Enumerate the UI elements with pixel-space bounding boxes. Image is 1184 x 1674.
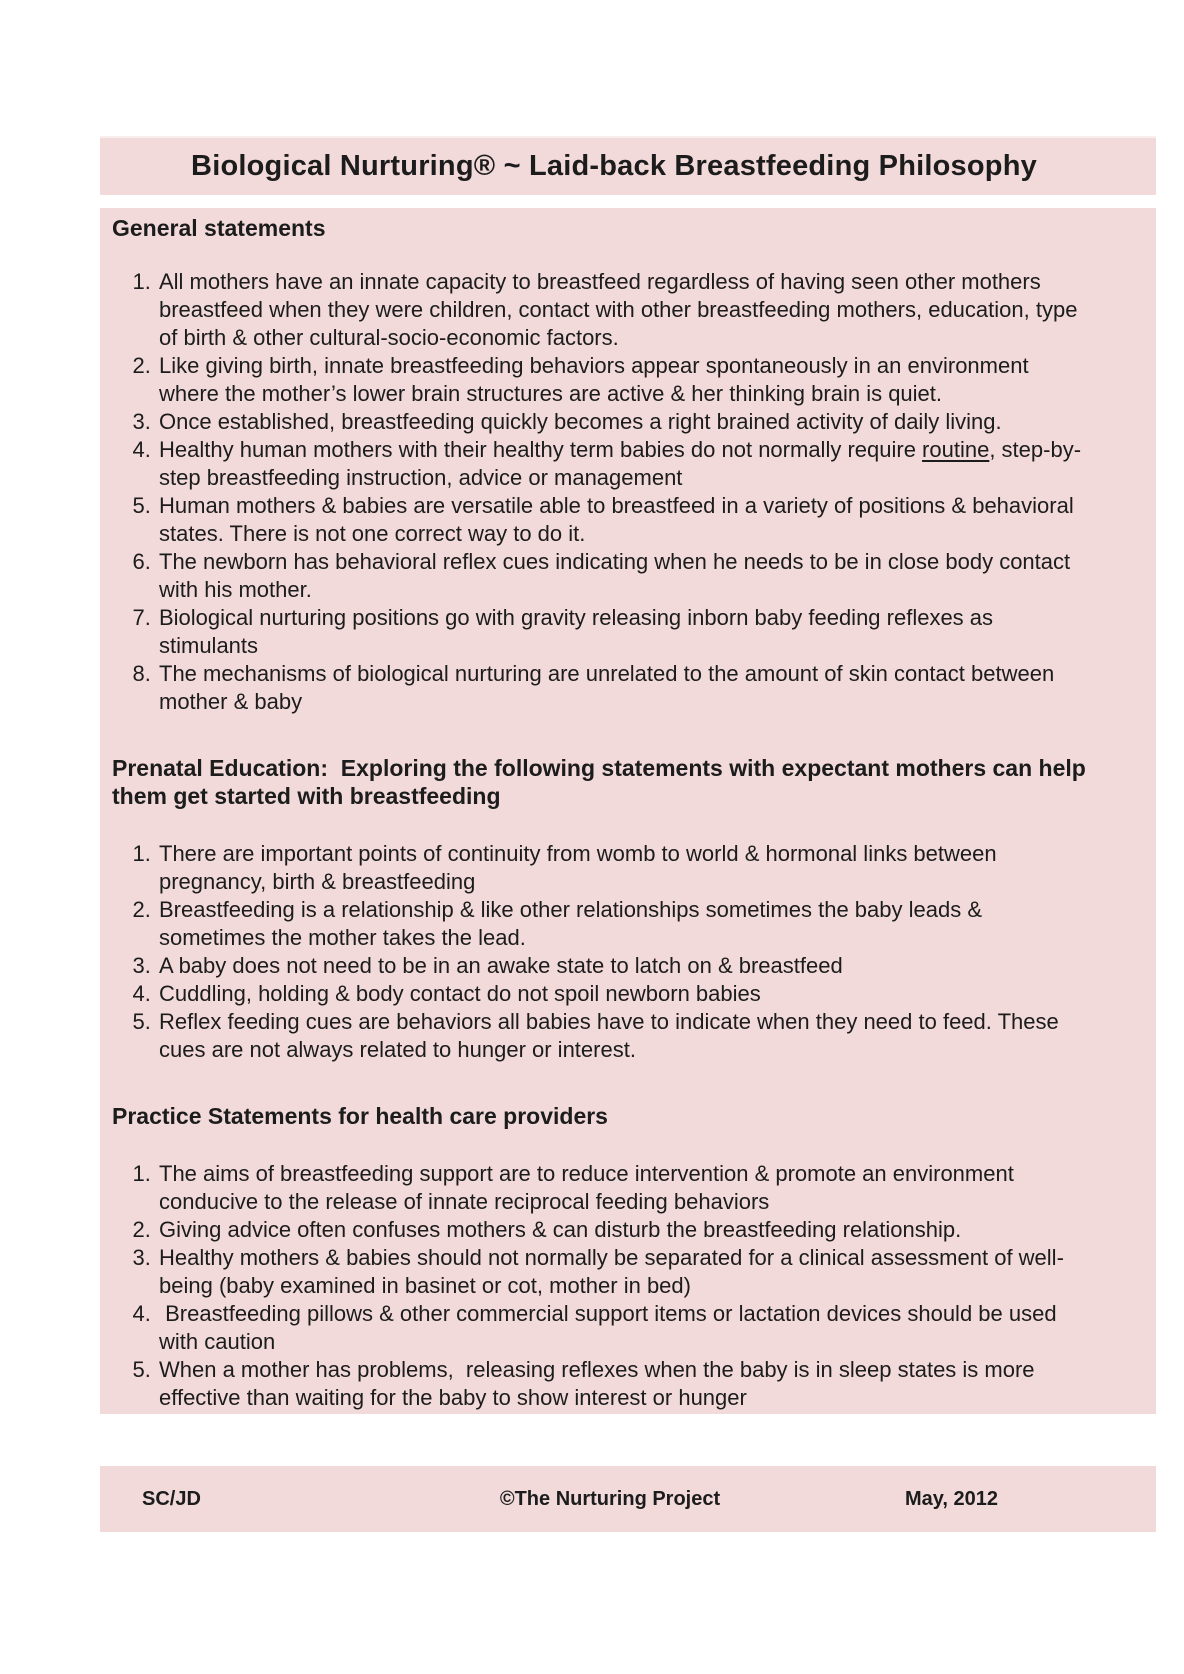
statement-item: 5. Human mothers & babies are versatile able to breastfeed in a variety of positions & behavioral states. There is not one correct way to do it. [157, 492, 1094, 548]
statement-list [112, 1160, 1094, 1412]
statement-item: 8. The mechanisms of biological nurturing are unrelated to the amount of skin contact between mother & baby [157, 660, 1094, 716]
statement-list [112, 840, 1094, 1064]
footer-band [100, 1466, 1156, 1532]
statement-item: 5. When a mother has problems, releasing reflexes when the baby is in sleep states is more effective than waiting for the baby to show interest or hunger [157, 1356, 1094, 1412]
statement-item: 4. Healthy human mothers with their healthy term babies do not normally require routine, step-by-step breastfeeding instruction, advice or management [157, 436, 1094, 492]
statement-item: 7. Biological nurturing positions go with gravity releasing inborn baby feeding reflexes as stimulants [157, 604, 1094, 660]
statement-item: 6. The newborn has behavioral reflex cues indicating when he needs to be in close body contact with his mother. [157, 548, 1094, 604]
statement-item: 3. Healthy mothers & babies should not normally be separated for a clinical assessment of well-being (baby examined in basinet or cot, mother in bed) [157, 1244, 1094, 1300]
statement-item: 4. Cuddling, holding & body contact do not spoil newborn babies [157, 980, 1094, 1008]
footer-copyright: ©The Nurturing Project [499, 1487, 721, 1510]
statement-item: 2. Breastfeeding is a relationship & like other relationships sometimes the baby leads & sometimes the mother takes the lead. [157, 896, 1094, 952]
statement-item: 3. Once established, breastfeeding quickly becomes a right brained activity of daily living. [157, 408, 1094, 436]
statement-item: 5. Reflex feeding cues are behaviors all babies have to indicate when they need to feed. These cues are not always related to hunger or interest. [157, 1008, 1094, 1064]
footer-date: May, 2012 [904, 1487, 998, 1510]
page-title: Biological Nurturing® ~ Laid-back Breastfeeding Philosophy [191, 150, 1037, 182]
statement-item: 1. The aims of breastfeeding support are to reduce intervention & promote an environment conducive to the release of innate reciprocal feeding behaviors [157, 1160, 1094, 1216]
document-body [100, 208, 1156, 1414]
title-banner [100, 138, 1156, 195]
section-heading: Prenatal Education: Exploring the following statements with expectant mothers can help them get started with breastfeeding [112, 755, 1093, 809]
section-heading: Practice Statements for health care providers [112, 1103, 608, 1129]
statement-item: 1. There are important points of continuity from womb to world & hormonal links between pregnancy, birth & breastfeeding [157, 840, 1094, 896]
statement-item: 2. Giving advice often confuses mothers & can disturb the breastfeeding relationship. [157, 1216, 1094, 1244]
statement-item: 3. A baby does not need to be in an awake state to latch on & breastfeed [157, 952, 1094, 980]
statement-item: 4. Breastfeeding pillows & other commercial support items or lactation devices should be used with caution [157, 1300, 1094, 1356]
section-heading: General statements [112, 215, 326, 241]
footer-author-initials: SC/JD [142, 1487, 201, 1510]
statement-item: 2. Like giving birth, innate breastfeeding behaviors appear spontaneously in an environment where the mother’s lower brain structures are active & her thinking brain is quiet. [157, 352, 1094, 408]
statement-list [112, 268, 1094, 716]
statement-item: 1. All mothers have an innate capacity to breastfeed regardless of having seen other mothers breastfeed when they were children, contact with other breastfeeding mothers, education, type of birth & other cultural-socio-economic factors. [157, 268, 1094, 352]
